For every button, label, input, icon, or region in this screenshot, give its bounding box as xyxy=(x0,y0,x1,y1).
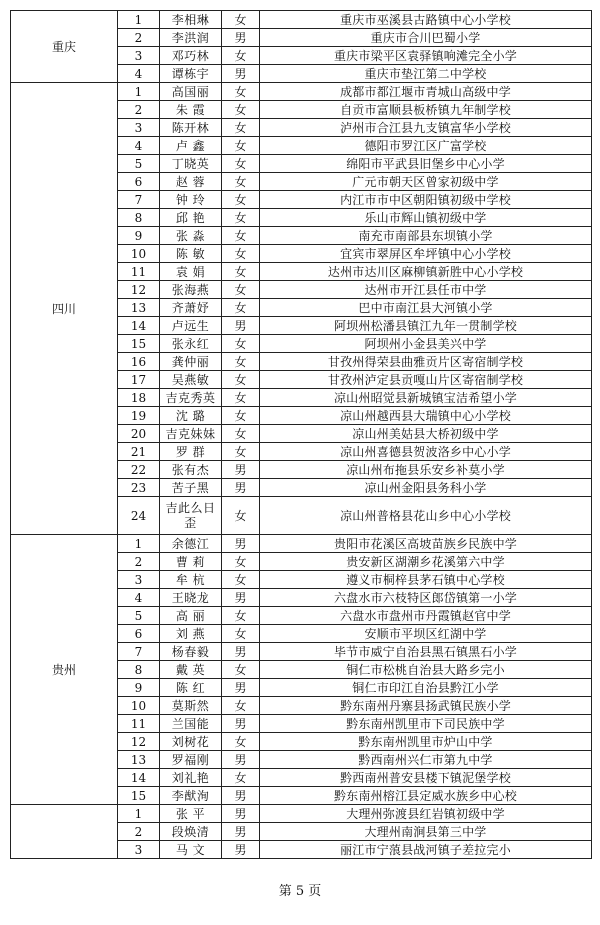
name-cell: 王晓龙 xyxy=(160,589,222,607)
name-cell: 陈 敏 xyxy=(160,245,222,263)
school-cell: 安顺市平坝区红湖中学 xyxy=(260,625,592,643)
row-number-cell: 13 xyxy=(118,299,160,317)
school-cell: 绵阳市平武县旧堡乡中心小学 xyxy=(260,155,592,173)
school-cell: 凉山州美姑县大桥初级中学 xyxy=(260,425,592,443)
row-number-cell: 9 xyxy=(118,679,160,697)
gender-cell: 女 xyxy=(222,191,260,209)
name-cell: 张海燕 xyxy=(160,281,222,299)
name-cell: 刘树花 xyxy=(160,733,222,751)
school-cell: 贵阳市花溪区高坡苗族乡民族中学 xyxy=(260,535,592,553)
name-cell: 罗福刚 xyxy=(160,751,222,769)
gender-cell: 女 xyxy=(222,407,260,425)
school-cell: 达州市开江县任市中学 xyxy=(260,281,592,299)
school-cell: 铜仁市松桃自治县大路乡完小 xyxy=(260,661,592,679)
gender-cell: 女 xyxy=(222,209,260,227)
row-number-cell: 21 xyxy=(118,443,160,461)
school-cell: 铜仁市印江自治县黔江小学 xyxy=(260,679,592,697)
row-number-cell: 2 xyxy=(118,29,160,47)
name-cell: 杨春毅 xyxy=(160,643,222,661)
school-cell: 黔东南州凯里市下司民族中学 xyxy=(260,715,592,733)
name-cell: 高 丽 xyxy=(160,607,222,625)
school-cell: 阿坝州小金县美兴中学 xyxy=(260,335,592,353)
name-cell: 龚仲丽 xyxy=(160,353,222,371)
roster-body xyxy=(11,11,592,859)
row-number-cell: 16 xyxy=(118,353,160,371)
row-number-cell: 2 xyxy=(118,101,160,119)
gender-cell: 男 xyxy=(222,589,260,607)
school-cell: 大理州弥渡县红岩镇初级中学 xyxy=(260,805,592,823)
province-cell xyxy=(11,805,118,859)
name-cell: 陈 红 xyxy=(160,679,222,697)
gender-cell: 女 xyxy=(222,625,260,643)
gender-cell: 女 xyxy=(222,299,260,317)
school-cell: 甘孜州得荣县曲雅贡片区寄宿制学校 xyxy=(260,353,592,371)
row-number-cell: 15 xyxy=(118,787,160,805)
name-cell: 李相琳 xyxy=(160,11,222,29)
name-cell: 吉克妹妹 xyxy=(160,425,222,443)
row-number-cell: 11 xyxy=(118,263,160,281)
gender-cell: 男 xyxy=(222,679,260,697)
school-cell: 凉山州普格县花山乡中心小学校 xyxy=(260,497,592,535)
name-cell: 张永红 xyxy=(160,335,222,353)
name-cell: 李猷洵 xyxy=(160,787,222,805)
gender-cell: 男 xyxy=(222,787,260,805)
school-cell: 甘孜州泸定县贡嘎山片区寄宿制学校 xyxy=(260,371,592,389)
row-number-cell: 6 xyxy=(118,173,160,191)
name-cell: 吴燕敏 xyxy=(160,371,222,389)
gender-cell: 女 xyxy=(222,137,260,155)
row-number-cell: 5 xyxy=(118,155,160,173)
school-cell: 黔东南州榕江县定威水族乡中心校 xyxy=(260,787,592,805)
name-cell: 刘 燕 xyxy=(160,625,222,643)
school-cell: 重庆市合川巴蜀小学 xyxy=(260,29,592,47)
name-cell: 兰国能 xyxy=(160,715,222,733)
row-number-cell: 18 xyxy=(118,389,160,407)
province-cell: 重庆 xyxy=(11,11,118,83)
school-cell: 重庆市垫江第二中学校 xyxy=(260,65,592,83)
school-cell: 凉山州越西县大瑞镇中心小学校 xyxy=(260,407,592,425)
school-cell: 乐山市辉山镇初级中学 xyxy=(260,209,592,227)
name-cell: 张 淼 xyxy=(160,227,222,245)
gender-cell: 女 xyxy=(222,47,260,65)
row-number-cell: 1 xyxy=(118,83,160,101)
row-number-cell: 3 xyxy=(118,571,160,589)
name-cell: 曹 莉 xyxy=(160,553,222,571)
school-cell: 大理州南涧县第三中学 xyxy=(260,823,592,841)
gender-cell: 女 xyxy=(222,425,260,443)
row-number-cell: 3 xyxy=(118,119,160,137)
name-cell: 段焕清 xyxy=(160,823,222,841)
school-cell: 广元市朝天区曾家初级中学 xyxy=(260,173,592,191)
row-number-cell: 3 xyxy=(118,47,160,65)
school-cell: 黔东南州丹寨县扬武镇民族小学 xyxy=(260,697,592,715)
row-number-cell: 2 xyxy=(118,553,160,571)
name-cell: 邓巧林 xyxy=(160,47,222,65)
name-cell: 沈 璐 xyxy=(160,407,222,425)
name-cell: 陈开林 xyxy=(160,119,222,137)
row-number-cell: 15 xyxy=(118,335,160,353)
school-cell: 巴中市南江县大河镇小学 xyxy=(260,299,592,317)
row-number-cell: 13 xyxy=(118,751,160,769)
name-cell: 袁 娟 xyxy=(160,263,222,281)
name-cell: 吉克秀英 xyxy=(160,389,222,407)
row-number-cell: 10 xyxy=(118,697,160,715)
gender-cell: 男 xyxy=(222,535,260,553)
name-cell: 李洪润 xyxy=(160,29,222,47)
name-cell: 余德江 xyxy=(160,535,222,553)
school-cell: 达州市达川区麻柳镇新胜中心小学校 xyxy=(260,263,592,281)
name-cell: 张 平 xyxy=(160,805,222,823)
school-cell: 贵安新区湖潮乡花溪第六中学 xyxy=(260,553,592,571)
gender-cell: 女 xyxy=(222,371,260,389)
school-cell: 重庆市梁平区袁驿镇响滩完全小学 xyxy=(260,47,592,65)
gender-cell: 女 xyxy=(222,697,260,715)
row-number-cell: 23 xyxy=(118,479,160,497)
row-number-cell: 3 xyxy=(118,841,160,859)
name-cell: 丁晓英 xyxy=(160,155,222,173)
row-number-cell: 14 xyxy=(118,769,160,787)
name-cell: 谭栋宇 xyxy=(160,65,222,83)
name-cell: 赵 蓉 xyxy=(160,173,222,191)
gender-cell: 女 xyxy=(222,227,260,245)
gender-cell: 男 xyxy=(222,29,260,47)
gender-cell: 男 xyxy=(222,317,260,335)
name-cell: 朱 霞 xyxy=(160,101,222,119)
school-cell: 凉山州金阳县务科小学 xyxy=(260,479,592,497)
name-cell: 牟 杭 xyxy=(160,571,222,589)
school-cell: 六盘水市盘州市丹霞镇赵官中学 xyxy=(260,607,592,625)
name-cell: 刘礼艳 xyxy=(160,769,222,787)
row-number-cell: 11 xyxy=(118,715,160,733)
province-cell: 贵州 xyxy=(11,535,118,805)
row-number-cell: 12 xyxy=(118,733,160,751)
school-cell: 丽江市宁蒗县战河镇子差拉完小 xyxy=(260,841,592,859)
name-cell: 罗 群 xyxy=(160,443,222,461)
name-cell: 苦子黑 xyxy=(160,479,222,497)
row-number-cell: 1 xyxy=(118,805,160,823)
school-cell: 内江市市中区朝阳镇初级中学校 xyxy=(260,191,592,209)
name-cell: 高国丽 xyxy=(160,83,222,101)
name-cell: 张有杰 xyxy=(160,461,222,479)
gender-cell: 男 xyxy=(222,479,260,497)
row-number-cell: 9 xyxy=(118,227,160,245)
row-number-cell: 1 xyxy=(118,11,160,29)
school-cell: 阿坝州松潘县镇江九年一贯制学校 xyxy=(260,317,592,335)
table-row xyxy=(11,11,592,29)
row-number-cell: 4 xyxy=(118,137,160,155)
gender-cell: 女 xyxy=(222,443,260,461)
gender-cell: 女 xyxy=(222,553,260,571)
gender-cell: 女 xyxy=(222,389,260,407)
school-cell: 成都市都江堰市青城山高级中学 xyxy=(260,83,592,101)
school-cell: 南充市南部县东坝镇小学 xyxy=(260,227,592,245)
roster-table xyxy=(10,10,592,859)
gender-cell: 女 xyxy=(222,733,260,751)
school-cell: 凉山州喜德县贺波洛乡中心小学 xyxy=(260,443,592,461)
gender-cell: 女 xyxy=(222,335,260,353)
row-number-cell: 14 xyxy=(118,317,160,335)
row-number-cell: 20 xyxy=(118,425,160,443)
gender-cell: 女 xyxy=(222,607,260,625)
gender-cell: 女 xyxy=(222,497,260,535)
school-cell: 黔东南州凯里市炉山中学 xyxy=(260,733,592,751)
row-number-cell: 8 xyxy=(118,661,160,679)
name-cell: 卢远生 xyxy=(160,317,222,335)
row-number-cell: 6 xyxy=(118,625,160,643)
gender-cell: 女 xyxy=(222,661,260,679)
name-cell: 齐萧妤 xyxy=(160,299,222,317)
school-cell: 黔西南州普安县楼下镇泥堡学校 xyxy=(260,769,592,787)
row-number-cell: 24 xyxy=(118,497,160,535)
school-cell: 六盘水市六枝特区郎岱镇第一小学 xyxy=(260,589,592,607)
gender-cell: 男 xyxy=(222,823,260,841)
row-number-cell: 4 xyxy=(118,589,160,607)
name-cell: 钟 玲 xyxy=(160,191,222,209)
gender-cell: 男 xyxy=(222,643,260,661)
gender-cell: 女 xyxy=(222,281,260,299)
school-cell: 凉山州昭觉县新城镇宝洁希望小学 xyxy=(260,389,592,407)
gender-cell: 女 xyxy=(222,101,260,119)
name-cell: 卢 鑫 xyxy=(160,137,222,155)
row-number-cell: 8 xyxy=(118,209,160,227)
gender-cell: 女 xyxy=(222,571,260,589)
gender-cell: 男 xyxy=(222,805,260,823)
gender-cell: 女 xyxy=(222,353,260,371)
school-cell: 黔西南州兴仁市第九中学 xyxy=(260,751,592,769)
row-number-cell: 10 xyxy=(118,245,160,263)
row-number-cell: 19 xyxy=(118,407,160,425)
gender-cell: 男 xyxy=(222,715,260,733)
gender-cell: 女 xyxy=(222,769,260,787)
row-number-cell: 5 xyxy=(118,607,160,625)
row-number-cell: 1 xyxy=(118,535,160,553)
gender-cell: 男 xyxy=(222,65,260,83)
gender-cell: 女 xyxy=(222,11,260,29)
gender-cell: 女 xyxy=(222,245,260,263)
school-cell: 宜宾市翠屏区牟坪镇中心小学校 xyxy=(260,245,592,263)
school-cell: 毕节市威宁自治县黑石镇黑石小学 xyxy=(260,643,592,661)
table-row xyxy=(11,805,592,823)
table-row xyxy=(11,535,592,553)
gender-cell: 男 xyxy=(222,461,260,479)
row-number-cell: 4 xyxy=(118,65,160,83)
gender-cell: 男 xyxy=(222,841,260,859)
school-cell: 凉山州布拖县乐安乡补莫小学 xyxy=(260,461,592,479)
gender-cell: 男 xyxy=(222,751,260,769)
name-cell: 莫斯然 xyxy=(160,697,222,715)
school-cell: 重庆市巫溪县古路镇中心小学校 xyxy=(260,11,592,29)
school-cell: 泸州市合江县九支镇富华小学校 xyxy=(260,119,592,137)
row-number-cell: 17 xyxy=(118,371,160,389)
table-row xyxy=(11,83,592,101)
province-cell: 四川 xyxy=(11,83,118,535)
row-number-cell: 2 xyxy=(118,823,160,841)
name-cell: 戴 英 xyxy=(160,661,222,679)
gender-cell: 女 xyxy=(222,173,260,191)
school-cell: 德阳市罗江区广富学校 xyxy=(260,137,592,155)
name-cell: 马 文 xyxy=(160,841,222,859)
school-cell: 遵义市桐梓县茅石镇中心学校 xyxy=(260,571,592,589)
gender-cell: 女 xyxy=(222,155,260,173)
school-cell: 自贡市富顺县板桥镇九年制学校 xyxy=(260,101,592,119)
row-number-cell: 12 xyxy=(118,281,160,299)
row-number-cell: 7 xyxy=(118,643,160,661)
name-cell: 邱 艳 xyxy=(160,209,222,227)
name-cell: 吉此么日歪 xyxy=(160,497,222,535)
page-number: 第 5 页 xyxy=(278,884,322,899)
gender-cell: 女 xyxy=(222,263,260,281)
gender-cell: 女 xyxy=(222,83,260,101)
gender-cell: 女 xyxy=(222,119,260,137)
row-number-cell: 7 xyxy=(118,191,160,209)
row-number-cell: 22 xyxy=(118,461,160,479)
